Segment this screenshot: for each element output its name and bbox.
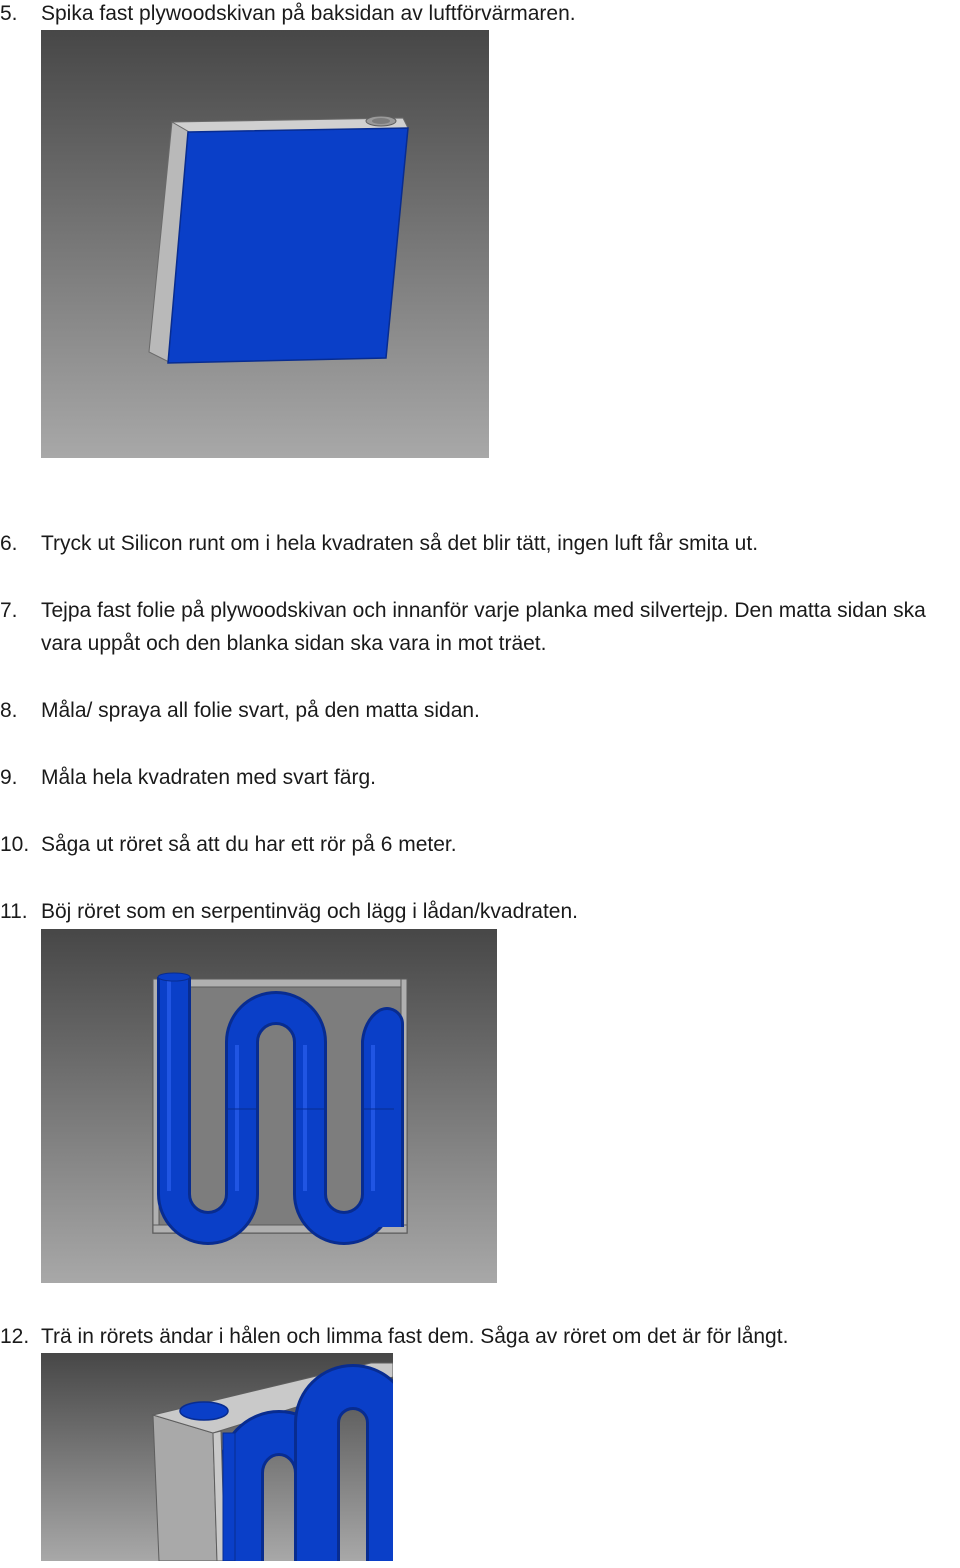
step-text: Såga ut röret så att du har ett rör på 6 meter. bbox=[41, 833, 457, 856]
step-number: 7. bbox=[0, 599, 18, 622]
step-text: Trä in rörets ändar i hålen och limma fast dem. Såga av röret om det är för långt. bbox=[41, 1325, 789, 1348]
step-number: 5. bbox=[0, 2, 18, 25]
step-number: 10. bbox=[0, 833, 30, 856]
image-serpentine-pipe bbox=[41, 929, 497, 1283]
step-text: Måla/ spraya all folie svart, på den matta sidan. bbox=[41, 699, 480, 722]
step-number: 12. bbox=[0, 1325, 30, 1348]
step-number: 9. bbox=[0, 766, 18, 789]
step-text: Böj röret som en serpentinväg och lägg i lådan/kvadraten. bbox=[41, 900, 578, 923]
step-text: Tryck ut Silicon runt om i hela kvadraten så det blir tätt, ingen luft får smita ut. bbox=[41, 532, 759, 555]
image-pipe-ends bbox=[41, 1353, 393, 1561]
step-number: 8. bbox=[0, 699, 18, 722]
step-number: 6. bbox=[0, 532, 18, 555]
image-plywood-back bbox=[41, 30, 489, 458]
step-number: 11. bbox=[0, 900, 28, 923]
step-text: Måla hela kvadraten med svart färg. bbox=[41, 766, 376, 789]
step-text: Tejpa fast folie på plywoodskivan och innanför varje planka med silvertejp. Den matta sidan ska vara uppåt och den blanka sidan ska vara in mot träet. bbox=[41, 599, 926, 655]
step-text: Spika fast plywoodskivan på baksidan av luftförvärmaren. bbox=[41, 2, 576, 25]
